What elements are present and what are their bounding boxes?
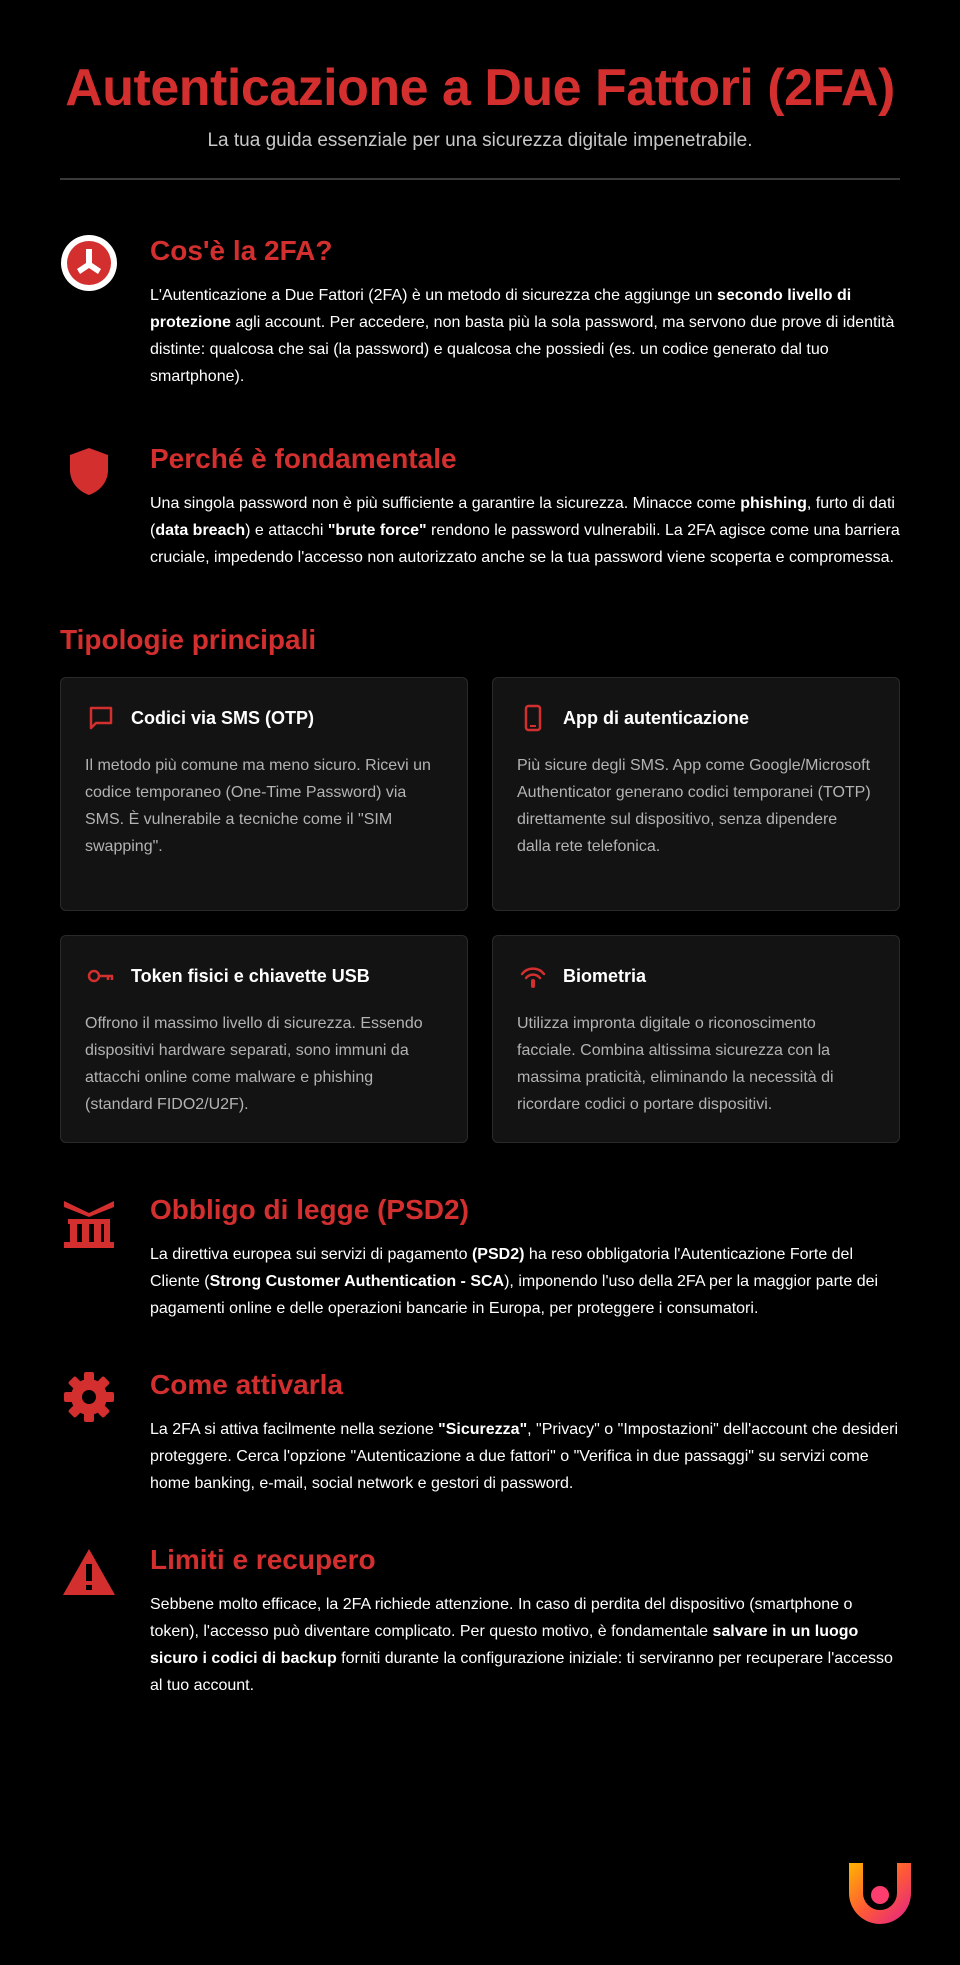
section-what-is-2fa [60,234,900,390]
logo-badge-icon [60,234,118,292]
section-title: Perché è fondamentale [150,443,457,474]
section-why-important [60,442,900,571]
card-title: Codici via SMS (OTP) [131,707,315,728]
types-title: Tipologie principali [60,624,317,655]
section-limits-recovery [60,1543,900,1699]
fingerprint-icon [517,960,549,992]
section-title: Come attivarla [150,1369,343,1400]
section-text: Una singola password non è più sufficiente a garantire la sicurezza. Minacce come phishing, furto di dati (data breach) e attacchi "brute force" rendono le password vulnerabili. La 2FA agisce come una barriera cruciale, impedendo l'accesso non autorizzato anche se la tua password viene scoperta e compromessa. [150,495,900,566]
section-how-to-activate [60,1368,900,1497]
section-text: L'Autenticazione a Due Fattori (2FA) è un metodo di sicurezza che aggiunge un secondo livello di protezione agli account. Per accedere, non basta più la sola password, ma servono due prove di identità distinte: qualcosa che sai (la password) e qualcosa che possiedi (es. un codice generato dal tuo smartphone). [150,287,895,385]
card-title: App di autenticazione [563,707,750,728]
header-divider [60,178,900,180]
bank-icon [60,1193,118,1251]
card-text: Più sicure degli SMS. App come Google/Microsoft Authenticator generano codici temporanei (TOTP) direttamente sul dispositivo, senza dipendere dalla rete telefonica. [517,757,871,855]
section-title: Limiti e recupero [150,1544,376,1575]
chat-icon [85,702,117,734]
card-title: Biometria [563,965,647,986]
section-law-psd2 [60,1193,900,1322]
key-icon [85,960,117,992]
card-title: Token fisici e chiavette USB [131,965,370,986]
section-title: Cos'è la 2FA? [150,235,333,266]
section-text: La direttiva europea sui servizi di pagamento (PSD2) ha reso obbligatoria l'Autenticazione Forte del Cliente (Strong Customer Authentication - SCA), imponendo l'uso della 2FA per la maggior parte dei pagamenti online e delle operazioni bancarie in Europa, per proteggere i consumatori. [150,1246,879,1317]
infographic [60,0,900,1699]
gear-icon [60,1368,118,1426]
type-card-token [60,935,468,1143]
section-text: Sebbene molto efficace, la 2FA richiede attenzione. In caso di perdita del dispositivo (smartphone o token), l'accesso può diventare complicato. Per questo motivo, è fondamentale salvare in un luogo sicuro i codici di backup forniti durante la configurazione iniziale: ti serviranno per recuperare l'accesso al tuo account. [150,1596,893,1694]
type-card-sms [60,677,468,911]
type-card-biometrics [492,935,900,1143]
smartphone-icon [517,702,549,734]
section-text: La 2FA si attiva facilmente nella sezione "Sicurezza", "Privacy" o "Impostazioni" dell'account che desideri proteggere. Cerca l'opzione "Autenticazione a due fattori" o "Verifica in due passaggi" su servizi come home banking, e-mail, social network e gestori di password. [150,1421,898,1492]
shield-icon [60,442,118,500]
section-title: Obbligo di legge (PSD2) [150,1194,469,1225]
warning-icon [60,1543,118,1601]
types-grid [60,677,900,1147]
brand-logo-icon [845,1855,915,1925]
card-text: Offrono il massimo livello di sicurezza. Essendo dispositivi hardware separati, sono immuni da attacchi online come malware e phishing (standard FIDO2/U2F). [85,1015,423,1113]
card-text: Il metodo più comune ma meno sicuro. Ricevi un codice temporaneo (One-Time Password) via SMS. È vulnerabile a tecniche come il "SIM swapping". [85,757,431,855]
card-text: Utilizza impronta digitale o riconoscimento facciale. Combina altissima sicurezza con la massima praticità, eliminando la necessità di ricordare codici o portare dispositivi. [517,1015,834,1113]
type-card-app [492,677,900,911]
page-subtitle: La tua guida essenziale per una sicurezza digitale impenetrabile. [207,130,753,151]
page-title: Autenticazione a Due Fattori (2FA) [65,59,895,117]
